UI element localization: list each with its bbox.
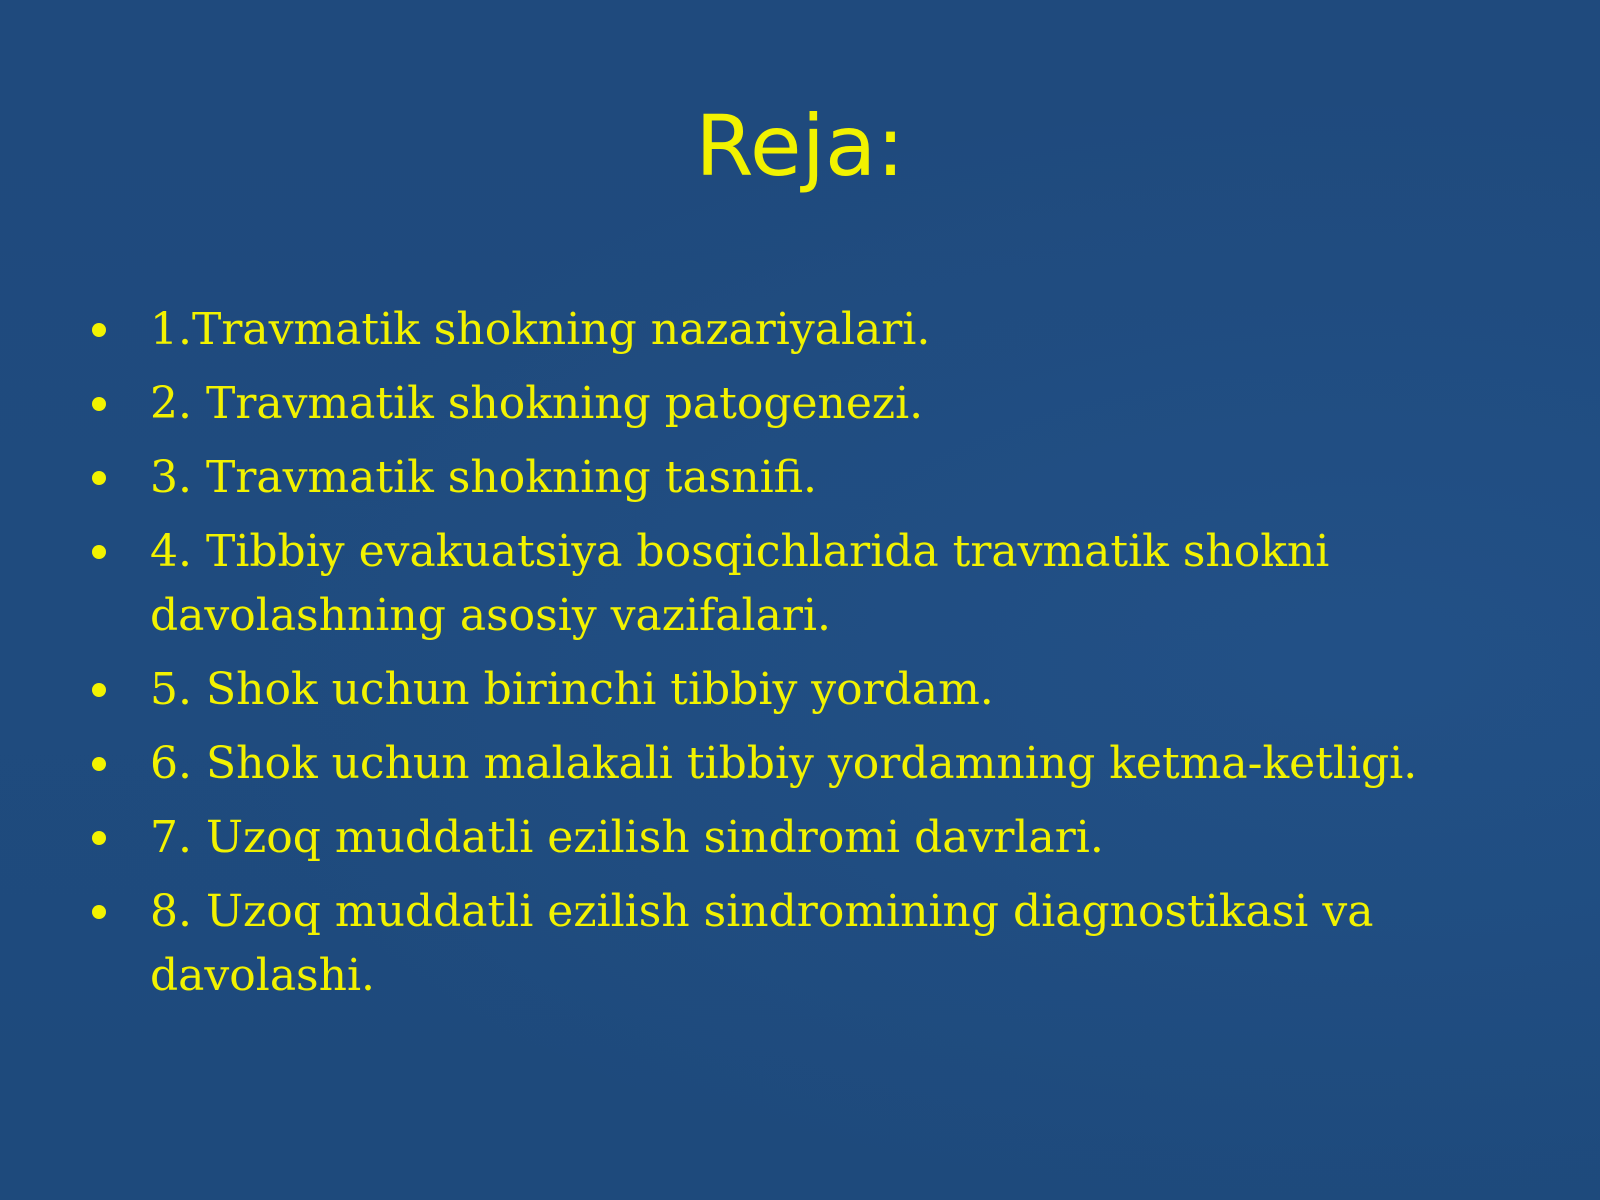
- plan-list: [88, 298, 1508, 1018]
- bullet-icon: [92, 397, 106, 411]
- bullet-icon: [92, 905, 106, 919]
- plan-item-text: 1.Travmatik shokning nazariyalari.: [150, 304, 931, 355]
- plan-item-3: [88, 446, 1508, 510]
- slide-title: Reja:: [695, 97, 905, 195]
- plan-item-text: 7. Uzoq muddatli ezilish sindromi davrlari.: [150, 812, 1104, 863]
- bullet-icon: [92, 545, 106, 559]
- plan-item-7: [88, 806, 1508, 870]
- plan-item-2: [88, 372, 1508, 436]
- plan-item-6: [88, 732, 1508, 796]
- plan-item-4: [88, 520, 1508, 648]
- plan-item-text: 5. Shok uchun birinchi tibbiy yordam.: [150, 664, 994, 715]
- plan-item-text: 6. Shok uchun malakali tibbiy yordamning ketma-ketligi.: [150, 738, 1418, 789]
- bullet-icon: [92, 831, 106, 845]
- plan-item-text: 8. Uzoq muddatli ezilish sindromining diagnostikasi va davolashi.: [150, 886, 1374, 1001]
- plan-item-5: [88, 658, 1508, 722]
- plan-item-text: 2. Travmatik shokning patogenezi.: [150, 378, 924, 429]
- plan-item-text: 4. Tibbiy evakuatsiya bosqichlarida travmatik shokni davolashning asosiy vazifalari.: [150, 526, 1330, 641]
- bullet-icon: [92, 683, 106, 697]
- plan-item-1: [88, 298, 1508, 362]
- bullet-icon: [92, 757, 106, 771]
- plan-item-text: 3. Travmatik shokning tasnifi.: [150, 452, 818, 503]
- bullet-icon: [92, 323, 106, 337]
- plan-item-8: [88, 880, 1508, 1008]
- bullet-icon: [92, 471, 106, 485]
